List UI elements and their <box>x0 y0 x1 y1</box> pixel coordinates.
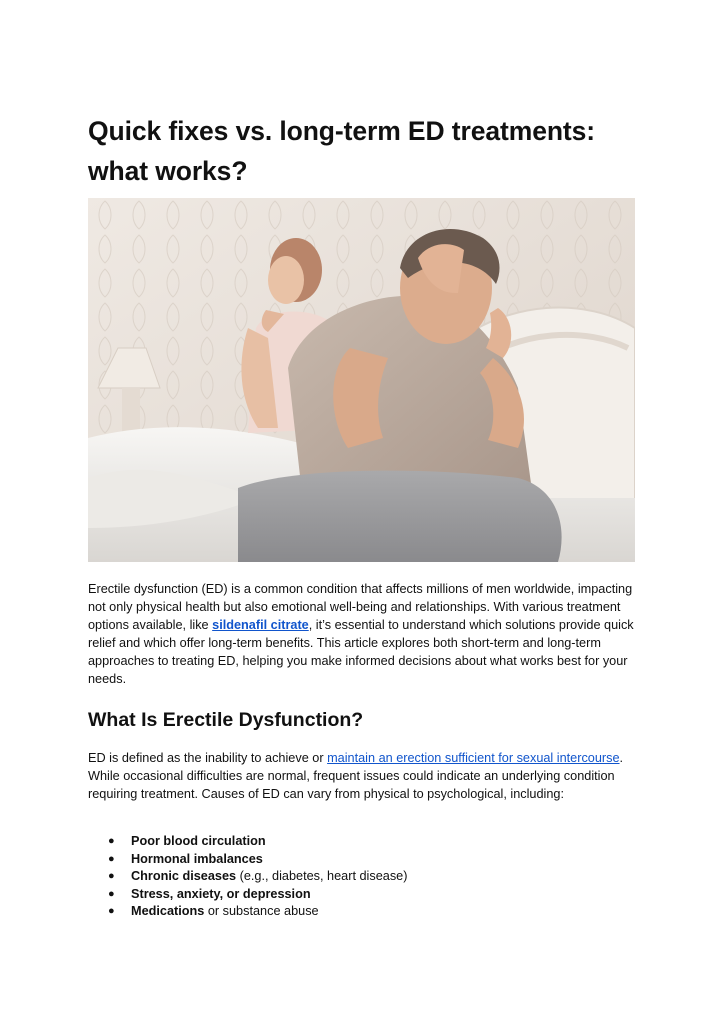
cause-bold: Medications <box>131 904 205 919</box>
definition-paragraph <box>88 749 636 803</box>
list-item <box>88 868 407 886</box>
section-heading: What Is Erectile Dysfunction? <box>88 709 364 731</box>
cause-bold: Chronic diseases <box>131 869 237 884</box>
intro-text-end: , it’s essential to understand which solutions provide quick relief and which offer long-term benefits. This article explores both short-term and long-term approaches to treating ED, helping you make informed decisions about what works best for your needs. <box>88 618 634 686</box>
list-item <box>88 886 407 904</box>
cause-rest: (e.g., diabetes, heart disease) <box>236 869 408 884</box>
bullet-icon: ● <box>108 870 115 883</box>
cause-bold: Hormonal imbalances <box>131 851 263 866</box>
definition-text-end: . While occasional difficulties are normal, frequent issues could indicate an underlying condition requiring treatment. Causes of ED can vary from physical to psychological, including: <box>88 751 624 801</box>
hero-illustration <box>88 198 635 562</box>
bullet-icon: ● <box>108 887 115 900</box>
article-title: Quick fixes vs. long-term ED treatments: what works? <box>88 116 596 186</box>
bullet-icon: ● <box>108 835 115 847</box>
cause-bold: Stress, anxiety, or depression <box>131 886 311 901</box>
bullet-icon: ● <box>108 852 115 865</box>
erection-info-link[interactable]: maintain an erection sufficient for sexual intercourse <box>327 751 620 765</box>
definition-text-start: ED is defined as the inability to achieve or <box>88 751 328 765</box>
causes-list <box>88 833 407 921</box>
list-item <box>88 903 407 921</box>
intro-text-start: Erectile dysfunction (ED) is a common condition that affects millions of men worldwide, impacting not only physical health but also emotional well-being and relationships. With various treatment options available, like <box>88 582 633 632</box>
hero-image <box>88 198 635 562</box>
intro-paragraph <box>88 580 638 688</box>
list-item <box>88 833 407 851</box>
sildenafil-citrate-link[interactable]: sildenafil citrate <box>212 618 309 632</box>
cause-bold: Poor blood circulation <box>131 834 266 848</box>
cause-rest: or substance abuse <box>204 904 319 919</box>
list-item <box>88 851 407 869</box>
bullet-icon: ● <box>108 905 115 918</box>
